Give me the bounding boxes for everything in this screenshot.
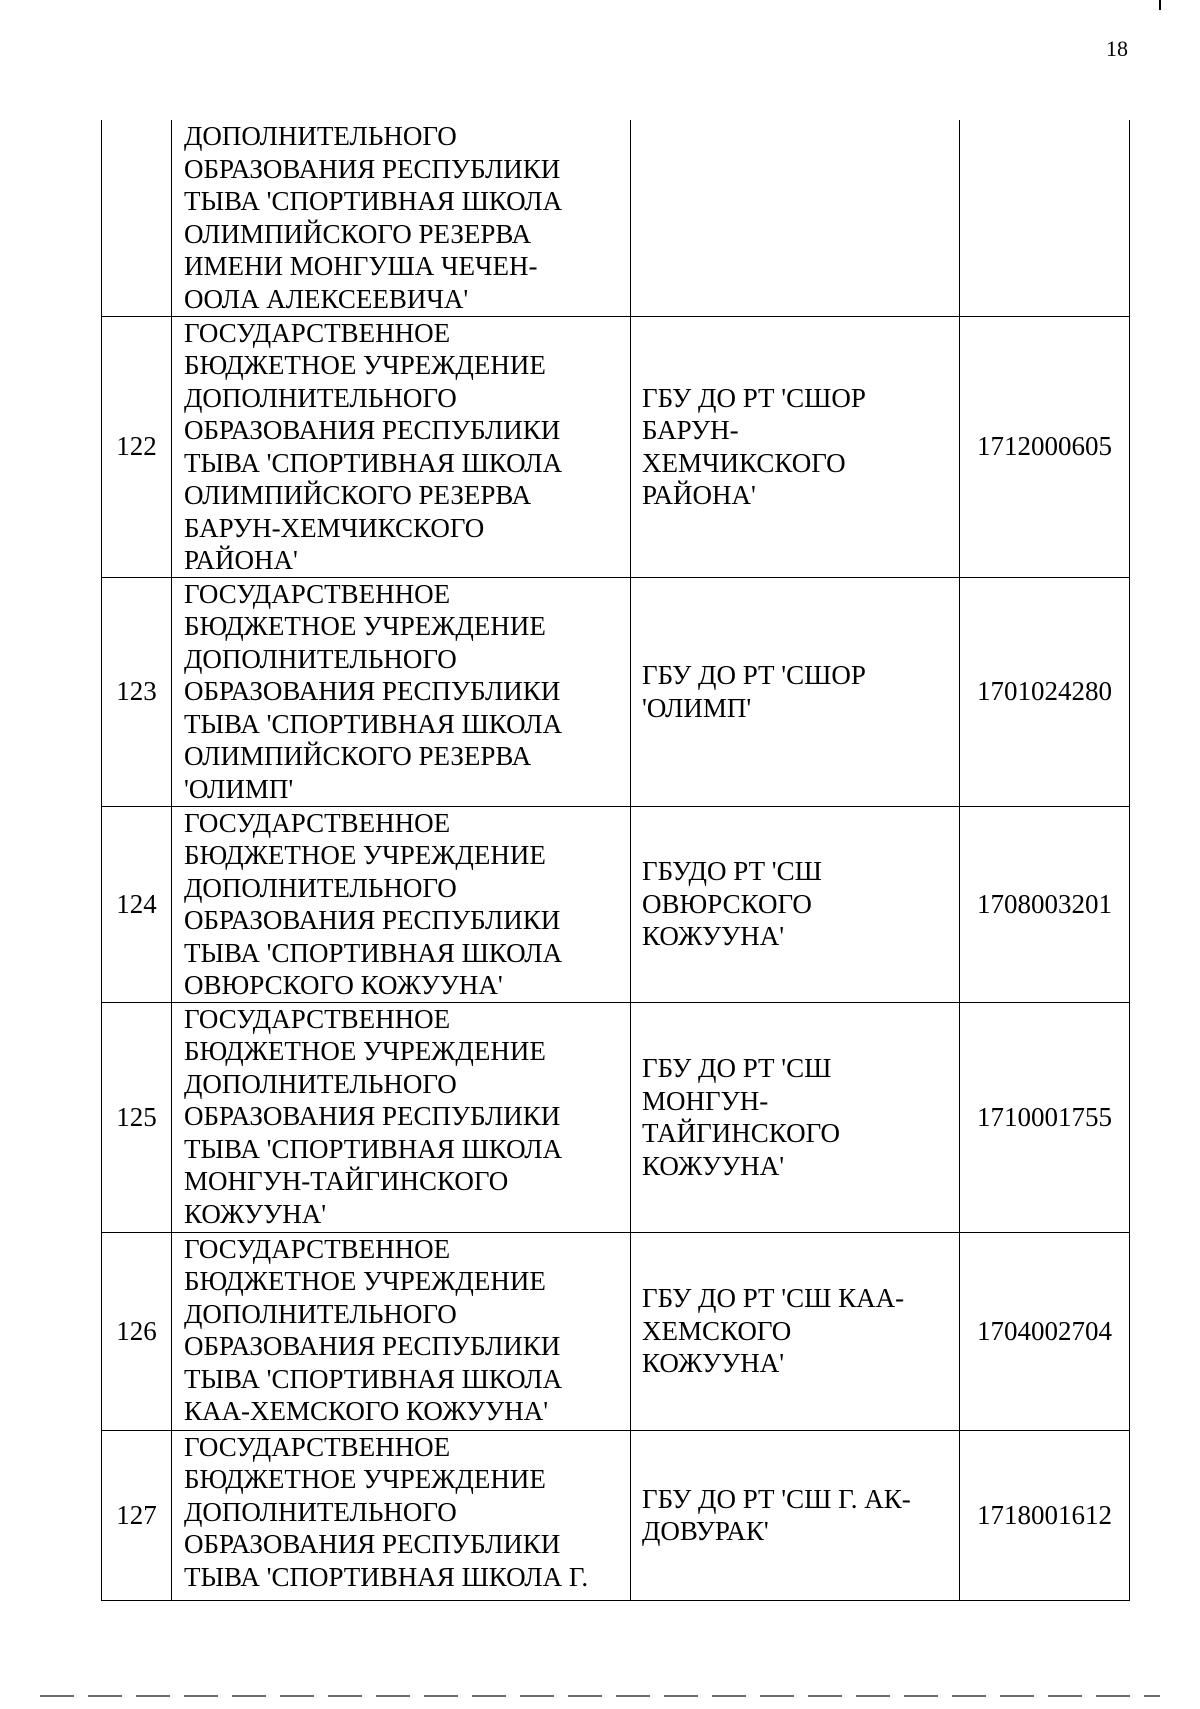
short-name-cell: ГБУ ДО РТ 'СШ МОНГУН- ТАЙГИНСКОГО КОЖУУНА' <box>631 1002 960 1232</box>
page-number: 18 <box>1106 36 1128 61</box>
inn-cell: 1704002704 <box>960 1232 1130 1430</box>
row-number: 122 <box>102 316 172 577</box>
short-name-cell: ГБУ ДО РТ 'СШ Г. АК- ДОВУРАК' <box>631 1430 960 1600</box>
table-row <box>102 1002 1130 1232</box>
table-row <box>102 1232 1130 1430</box>
inn-cell: 1701024280 <box>960 577 1130 806</box>
table-row <box>102 316 1130 577</box>
table-row <box>102 1430 1130 1600</box>
full-name-cell: ГОСУДАРСТВЕННОЕ БЮДЖЕТНОЕ УЧРЕЖДЕНИЕ ДОПОЛНИТЕЛЬНОГО ОБРАЗОВАНИЯ РЕСПУБЛИКИ ТЫВА 'СПОРТИВНАЯ ШКОЛА ОВЮРСКОГО КОЖУУНА' <box>172 806 631 1002</box>
inn-cell: 1718001612 <box>960 1430 1130 1600</box>
inn-cell: 1708003201 <box>960 806 1130 1002</box>
full-name-cell: ГОСУДАРСТВЕННОЕ БЮДЖЕТНОЕ УЧРЕЖДЕНИЕ ДОПОЛНИТЕЛЬНОГО ОБРАЗОВАНИЯ РЕСПУБЛИКИ ТЫВА 'СПОРТИВНАЯ ШКОЛА ОЛИМПИЙСКОГО РЕЗЕРВА 'ОЛИМП' <box>172 577 631 806</box>
scan-bottom-edge <box>40 1695 1160 1697</box>
row-number: 126 <box>102 1232 172 1430</box>
table-row <box>102 120 1130 316</box>
inn-cell: 1712000605 <box>960 316 1130 577</box>
organizations-table <box>101 120 1130 1601</box>
row-number: 127 <box>102 1430 172 1600</box>
full-name-cell: ГОСУДАРСТВЕННОЕ БЮДЖЕТНОЕ УЧРЕЖДЕНИЕ ДОПОЛНИТЕЛЬНОГО ОБРАЗОВАНИЯ РЕСПУБЛИКИ ТЫВА 'СПОРТИВНАЯ ШКОЛА КАА-ХЕМСКОГО КОЖУУНА' <box>172 1232 631 1430</box>
short-name-cell <box>631 120 960 316</box>
row-number: 125 <box>102 1002 172 1232</box>
table-row <box>102 806 1130 1002</box>
table-row <box>102 577 1130 806</box>
short-name-cell: ГБУ ДО РТ 'СШОР БАРУН- ХЕМЧИКСКОГО РАЙОНА' <box>631 316 960 577</box>
full-name-cell: ГОСУДАРСТВЕННОЕ БЮДЖЕТНОЕ УЧРЕЖДЕНИЕ ДОПОЛНИТЕЛЬНОГО ОБРАЗОВАНИЯ РЕСПУБЛИКИ ТЫВА 'СПОРТИВНАЯ ШКОЛА ОЛИМПИЙСКОГО РЕЗЕРВА БАРУН-ХЕМЧИКСКОГО РАЙОНА' <box>172 316 631 577</box>
row-number <box>102 120 172 316</box>
short-name-cell: ГБУ ДО РТ 'СШ КАА- ХЕМСКОГО КОЖУУНА' <box>631 1232 960 1430</box>
short-name-cell: ГБУ ДО РТ 'СШОР 'ОЛИМП' <box>631 577 960 806</box>
row-number: 123 <box>102 577 172 806</box>
row-number: 124 <box>102 806 172 1002</box>
full-name-cell: ДОПОЛНИТЕЛЬНОГО ОБРАЗОВАНИЯ РЕСПУБЛИКИ ТЫВА 'СПОРТИВНАЯ ШКОЛА ОЛИМПИЙСКОГО РЕЗЕРВА ИМЕНИ МОНГУША ЧЕЧЕН- ООЛА АЛЕКСЕЕВИЧА' <box>172 120 631 316</box>
full-name-cell: ГОСУДАРСТВЕННОЕ БЮДЖЕТНОЕ УЧРЕЖДЕНИЕ ДОПОЛНИТЕЛЬНОГО ОБРАЗОВАНИЯ РЕСПУБЛИКИ ТЫВА 'СПОРТИВНАЯ ШКОЛА Г. <box>172 1430 631 1600</box>
inn-cell <box>960 120 1130 316</box>
full-name-cell: ГОСУДАРСТВЕННОЕ БЮДЖЕТНОЕ УЧРЕЖДЕНИЕ ДОПОЛНИТЕЛЬНОГО ОБРАЗОВАНИЯ РЕСПУБЛИКИ ТЫВА 'СПОРТИВНАЯ ШКОЛА МОНГУН-ТАЙГИНСКОГО КОЖУУНА' <box>172 1002 631 1232</box>
short-name-cell: ГБУДО РТ 'СШ ОВЮРСКОГО КОЖУУНА' <box>631 806 960 1002</box>
inn-cell: 1710001755 <box>960 1002 1130 1232</box>
scan-corner-mark <box>1159 0 1161 10</box>
